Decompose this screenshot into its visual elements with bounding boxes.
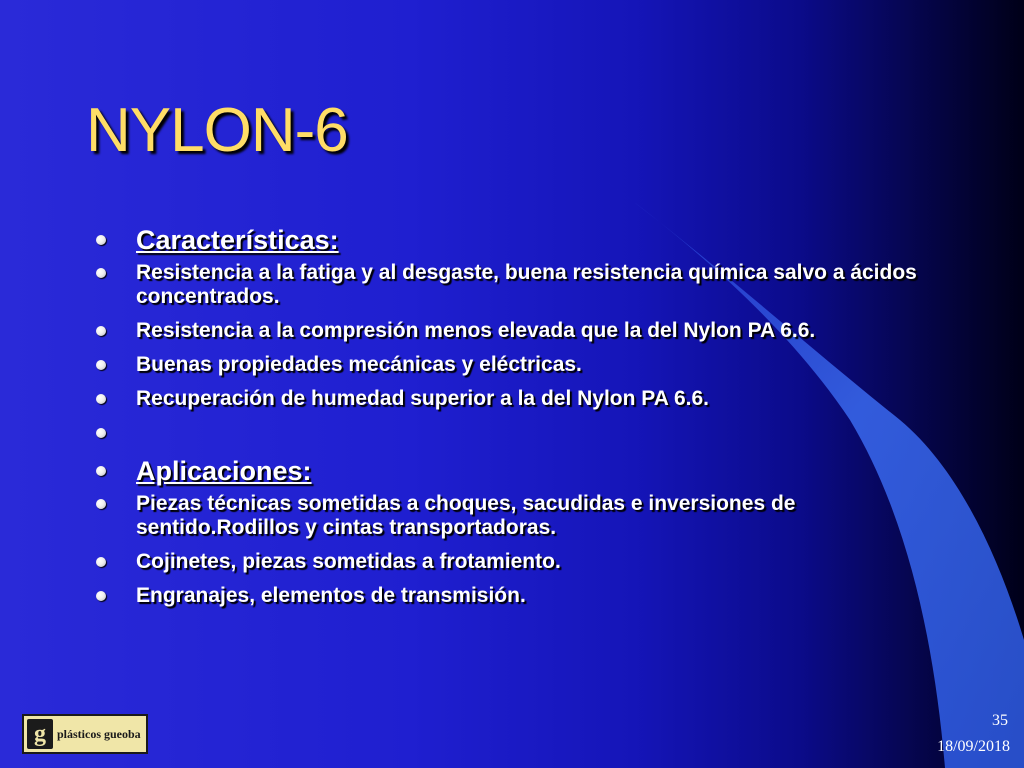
bullet-item <box>96 387 936 411</box>
company-logo <box>22 714 148 754</box>
section-heading <box>96 455 936 487</box>
bullet-text: Piezas técnicas sometidas a choques, sacudidas e inversiones de sentido.Rodillos y cintas transportadoras. <box>136 492 796 539</box>
bullet-item <box>96 584 936 608</box>
bullet-dot-icon <box>96 428 106 438</box>
bullet-dot-icon <box>96 466 106 476</box>
bullet-text: Resistencia a la fatiga y al desgaste, buena resistencia química salvo a ácidos concentrados. <box>136 261 917 308</box>
section-heading <box>96 224 936 256</box>
slide-date: 18/09/2018 <box>937 738 1010 755</box>
bullet-list <box>96 224 936 618</box>
bullet-dot-icon <box>96 591 106 601</box>
bullet-item <box>96 353 936 377</box>
bullet-dot-icon <box>96 394 106 404</box>
bullet-dot-icon <box>96 268 106 278</box>
logo-name: plásticos gueoba <box>57 726 141 741</box>
logo-mark: g <box>27 719 53 749</box>
slide-title: NYLON-6 <box>86 96 348 165</box>
bullet-text: Resistencia a la compresión menos elevada que la del Nylon PA 6.6. <box>136 319 816 342</box>
empty-bullet <box>96 421 936 445</box>
page-number: 35 <box>992 712 1008 729</box>
bullet-dot-icon <box>96 557 106 567</box>
bullet-item <box>96 261 936 309</box>
bullet-item <box>96 550 936 574</box>
bullet-text: Buenas propiedades mecánicas y eléctricas. <box>136 353 582 376</box>
bullet-dot-icon <box>96 499 106 509</box>
bullet-item <box>96 492 936 540</box>
bullet-dot-icon <box>96 326 106 336</box>
bullet-text: Cojinetes, piezas sometidas a frotamiento. <box>136 550 561 573</box>
bullet-text: Recuperación de humedad superior a la del Nylon PA 6.6. <box>136 387 709 410</box>
bullet-item <box>96 319 936 343</box>
bullet-dot-icon <box>96 235 106 245</box>
bullet-text: Características: <box>136 225 339 255</box>
bullet-dot-icon <box>96 360 106 370</box>
bullet-text: Engranajes, elementos de transmisión. <box>136 584 526 607</box>
bullet-text: Aplicaciones: <box>136 456 312 486</box>
